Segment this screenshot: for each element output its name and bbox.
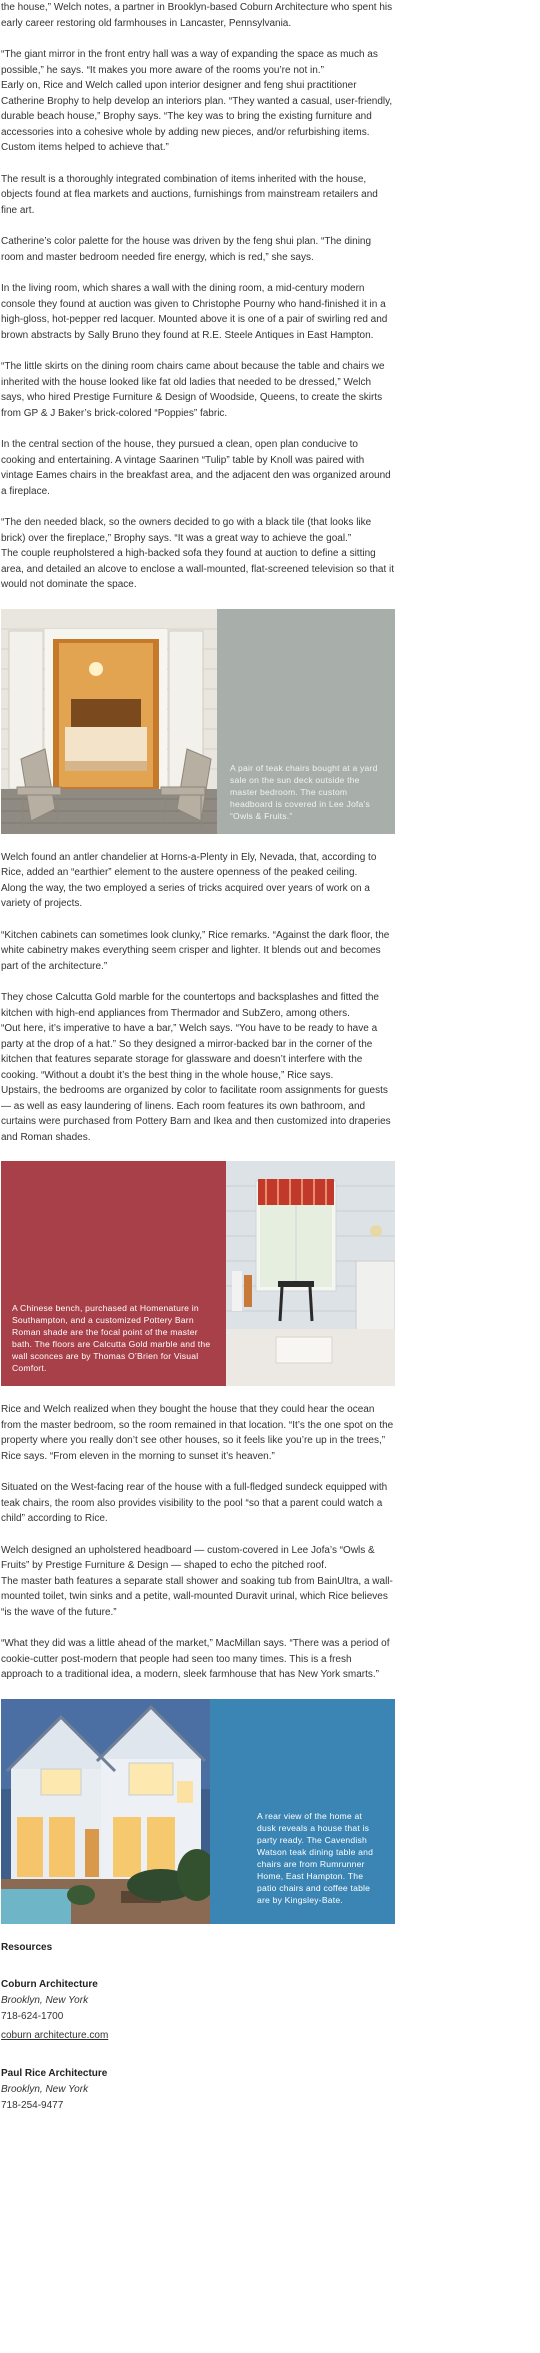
sundeck-caption-text: A pair of teak chairs bought at a yard sale on the sun deck outside the master bedroom. The custom headboard is covered in Lee Jofa’s “Owls & Fruits.” (230, 762, 378, 821)
bath-caption (1, 1161, 226, 1386)
article-paragraph: the house,” Welch notes, a partner in Brooklyn-based Coburn Architecture who spent his early career restoring old farmhouses in Lancaster, Pennsylvania. (1, 2, 393, 29)
article-paragraph: “The little skirts on the dining room chairs came about because the table and chairs we inherited with the house looked like fat old ladies that needed to be dressed,” Welch says, who hired Prestige Furniture & Design of Woodside, Queens, to create the skirts from GP & J Baker’s brick-colored “Poppies” fabric. (1, 361, 385, 419)
article-paragraph: In the living room, which shares a wall with the dining room, a mid-century modern console they found at auction was given to Christophe Pourny who hand-finished it in a high-gloss, hot-pepper red lacquer. Mounted above it is one of a pair of swirling red and brown abstracts by Sally Bruno they found at R.E. Steele Antiques in East Hampton. (1, 283, 388, 341)
figure-exterior (1, 1699, 395, 1924)
article-paragraph: Welch designed an upholstered headboard — custom-covered in Lee Jofa’s “Owls & Fruits” by Prestige Furniture & Design — shaped to echo the pitched roof. (1, 1544, 375, 1571)
resources-section (1, 1940, 395, 2114)
exterior-caption (210, 1699, 395, 1924)
bath-caption-text: A Chinese bench, purchased at Homenature in Southampton, and a customized Pottery Barn Roman shade are the focal point of the master bath. The floors are Calcutta Gold marble and the wall sconces are by Thomas O’Brien for Visual Comfort. (12, 1303, 211, 1373)
resource-phone: 718-624-1700 (1, 2010, 64, 2022)
article-body-section-2 (1, 850, 395, 1146)
resource-name: Coburn Architecture (1, 1978, 98, 1990)
article-paragraph: “Out here, it’s imperative to have a bar,” Welch says. “You have to be ready to have a party at the drop of a hat.” So they designed a mirror-backed bar in the corner of the kitchen that features separate storage for glassware and doesn’t interfere with the cooking. “Without a doubt it’s the best thing in the whole house,” Rice says. (1, 1023, 378, 1081)
article-paragraph: “Kitchen cabinets can sometimes look clunky,” Rice remarks. “Against the dark floor, the white cabinetry makes everything seem crisper and lighter. It blends out and becomes part of the architecture.” (1, 929, 390, 972)
article-paragraph: Upstairs, the bedrooms are organized by color to facilitate room assignments for guests — as well as easy laundering of linens. Each room features its own bathroom, and curtains were purchased from Pottery Barn and Ikea and then customized into draperies and Roman shades. (1, 1085, 391, 1143)
resource-website-link[interactable]: coburn architecture.com (1, 2029, 109, 2041)
sundeck-photo (1, 609, 217, 834)
article-paragraph: The couple reupholstered a high-backed sofa they found at auction to define a sitting area, and detailed an alcove to enclose a wall-mounted, flat-screened television so that it would not dominate the space. (1, 548, 395, 590)
article-paragraph: The result is a thoroughly integrated combination of items inherited with the house, objects found at flea markets and auctions, furnishings from mainstream retailers and fine art. (1, 173, 378, 216)
article-paragraph: Early on, Rice and Welch called upon interior designer and feng shui practitioner Catherine Brophy to help develop an interiors plan. “They wanted a casual, user-friendly, durable beach house,” Brophy says. “The key was to bring the existing furniture and accessories into a cohesive whole by adding new pieces, and/or refurbishing items. Custom items helped to achieve that.” (1, 80, 393, 153)
resource-name: Paul Rice Architecture (1, 2067, 108, 2079)
resources-heading: Resources (1, 1941, 53, 1953)
article-body-section-1 (1, 0, 395, 593)
figure-master-bath (1, 1161, 395, 1386)
bath-photo (226, 1161, 395, 1386)
figure-sundeck (1, 609, 395, 834)
article-paragraph: “The den needed black, so the owners decided to go with a black tile (that looks like brick) over the fireplace,” Brophy says. “It was a great way to achieve the goal.” (1, 517, 372, 544)
sundeck-caption (217, 609, 395, 834)
article-paragraph: Welch found an antler chandelier at Horns-a-Plenty in Ely, Nevada, that, according to Rice, added an “earthier” element to the austere openness of the peaked ceiling. (1, 851, 377, 878)
article-paragraph: Rice and Welch realized when they bought the house that they could hear the ocean from the master bedroom, so the room remained in that location. “It’s the one spot on the property where you really don’t see other houses, so it feels like you’re up in the trees,” Rice says. “From eleven in the morning to sunset it’s heaven.” (1, 1404, 394, 1462)
article-paragraph: “The giant mirror in the front entry hall was a way of expanding the space as much as possible,” he says. “It makes you more aware of the rooms you’re not in.” (1, 49, 378, 76)
article-paragraph: “What they did was a little ahead of the market,” MacMillan says. “There was a period of cookie-cutter post-modern that people had seen too many times. This is a fresh approach to a traditional idea, a modern, sleek farmhouse that has New York smarts.” (1, 1638, 390, 1680)
resource-entry (1, 2066, 395, 2114)
article-paragraph: Catherine’s color palette for the house was driven by the feng shui plan. “The dining room and master bedroom needed fire energy, which is red,” she says. (1, 236, 372, 263)
article-paragraph: The master bath features a separate stall shower and soaking tub from BainUltra, a wall-mounted toilet, twin sinks and a petite, wall-mounted Duravit urinal, which Rice believes “is the wave of the future.” (1, 1575, 393, 1618)
exterior-caption-text: A rear view of the home at dusk reveals a house that is party ready. The Cavendish Watson teak dining table and chairs are from Rumrunner Home, East Hampton. The patio chairs and coffee table are by Kingsley-Bate. (257, 1810, 374, 1905)
article-paragraph: They chose Calcutta Gold marble for the countertops and backsplashes and fitted the kitchen with high-end appliances from Thermador and SubZero, among others. (1, 992, 379, 1019)
article-paragraph: Situated on the West-facing rear of the house with a full-fledged sundeck equipped with teak chairs, the room also provides visibility to the pool “so that a parent could watch a child” according to Rice. (1, 1482, 388, 1524)
article-paragraph: In the central section of the house, they pursued a clean, open plan conducive to cooking and entertaining. A vintage Saarinen “Tulip” table by Knoll was paired with vintage Eames chairs in the breakfast area, and the adjacent den was organized around a fireplace. (1, 439, 391, 497)
resource-location: Brooklyn, New York (1, 2083, 89, 2095)
exterior-photo (1, 1699, 210, 1924)
resource-location: Brooklyn, New York (1, 1994, 89, 2006)
resource-entry (1, 1977, 395, 2044)
resource-phone: 718-254-9477 (1, 2099, 64, 2111)
article-paragraph: Along the way, the two employed a series of tricks acquired over years of work on a variety of projects. (1, 882, 370, 909)
article-body-section-3 (1, 1402, 395, 1683)
